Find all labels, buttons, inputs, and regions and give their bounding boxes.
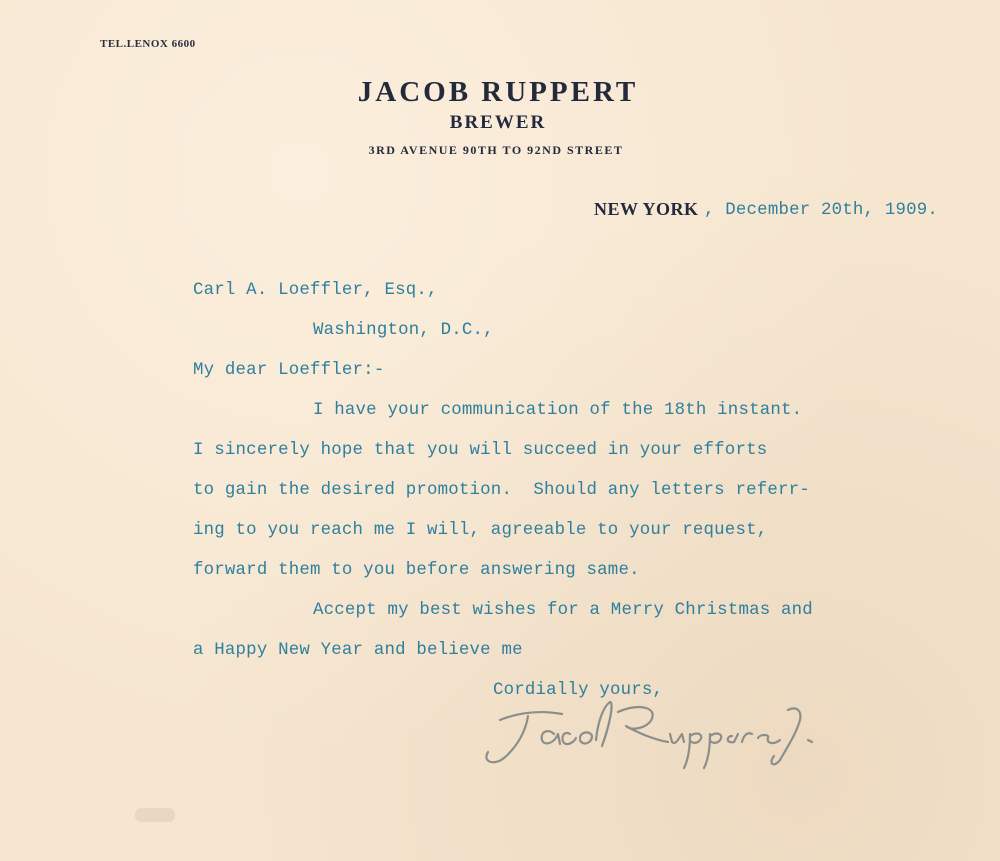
body-line: ing to you reach me I will, agreeable to your request, <box>193 521 768 540</box>
letter-date: , December 20th, 1909. <box>704 201 938 220</box>
body-line: a Happy New Year and believe me <box>193 641 523 660</box>
paper-smudge <box>135 808 175 822</box>
letterhead-city: NEW YORK <box>594 199 699 219</box>
letterhead-name: JACOB RUPPERT <box>357 76 639 108</box>
telephone-number: TEL.LENOX 6600 <box>100 38 196 50</box>
recipient-location: Washington, D.C., <box>313 321 494 340</box>
recipient-name: Carl A. Loeffler, Esq., <box>193 281 438 300</box>
letterhead-address: 3RD AVENUE 90TH TO 92ND STREET <box>368 143 624 157</box>
letterhead-trade: BREWER <box>449 112 547 133</box>
body-line: I sincerely hope that you will succeed in your efforts <box>193 441 768 460</box>
closing: Cordially yours, <box>493 681 664 700</box>
body-line: to gain the desired promotion. Should any letters referr- <box>193 481 810 500</box>
body-line: I have your communication of the 18th instant. <box>313 401 803 420</box>
signature-graphic <box>470 690 870 775</box>
body-line: forward them to you before answering same. <box>193 561 640 580</box>
body-line: Accept my best wishes for a Merry Christmas and <box>313 601 813 620</box>
salutation: My dear Loeffler:- <box>193 361 385 380</box>
